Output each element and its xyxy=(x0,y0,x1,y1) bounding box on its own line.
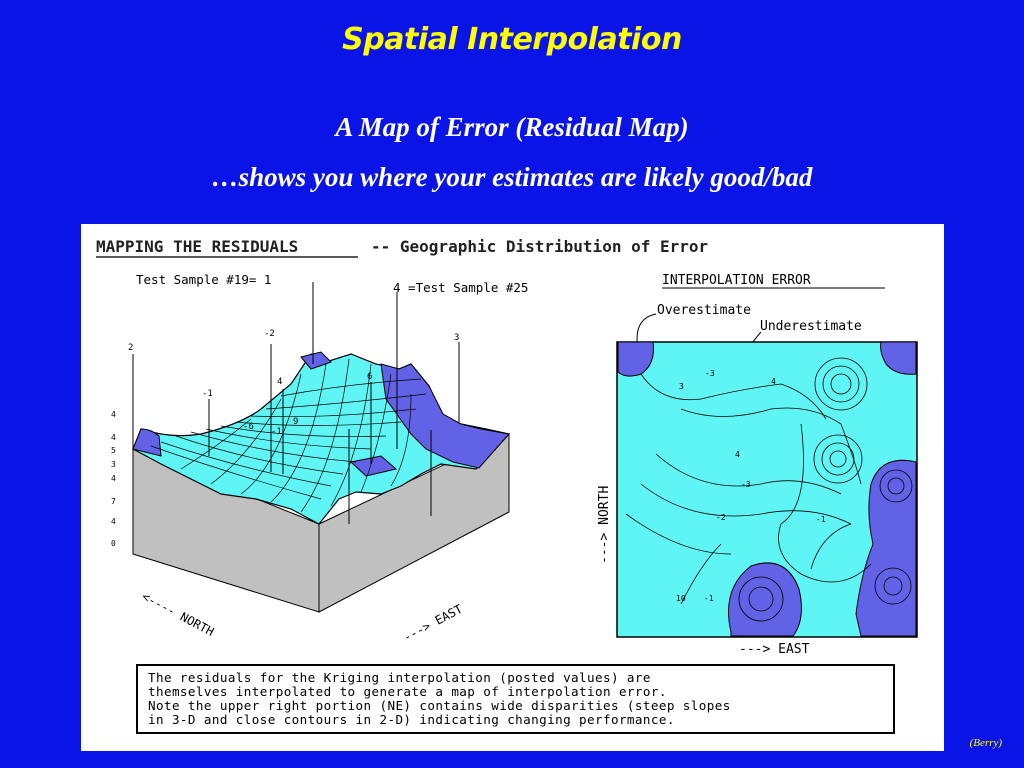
surface-label: -1 xyxy=(271,427,282,437)
caption-line: Note the upper right portion (NE) contains wide disparities (steep slopes xyxy=(148,698,731,713)
slide-subtitle-1: A Map of Error (Residual Map) xyxy=(335,112,689,142)
side-tick: 4 xyxy=(111,474,116,483)
slide-title: Spatial Interpolation xyxy=(342,22,682,57)
surface-east-axis: ---> EAST xyxy=(400,601,465,645)
surface-label: -6 xyxy=(243,422,254,432)
sample-25-label: 4 =Test Sample #25 xyxy=(393,280,529,295)
surface-3d xyxy=(111,272,528,645)
contour-map xyxy=(597,273,917,657)
map-north-axis: ---> NORTH xyxy=(597,485,612,564)
contour-label: -1 xyxy=(704,594,714,603)
side-tick: 4 xyxy=(111,433,116,442)
surface-north-axis: <---- NORTH xyxy=(139,589,217,639)
side-tick: 4 xyxy=(111,410,116,419)
surface-label: -2 xyxy=(264,329,275,339)
surface-label: 9 xyxy=(293,417,299,427)
side-tick: 3 xyxy=(111,460,116,469)
sample-19-label: Test Sample #19= 1 xyxy=(136,272,272,287)
figure-heading-rest: -- Geographic Distribution of Error xyxy=(371,237,709,256)
contour-label: 4 xyxy=(735,450,740,459)
contour-label: -2 xyxy=(716,513,726,522)
contour-label: 10 xyxy=(676,594,686,603)
caption-line: in 3-D and close contours in 2-D) indicating changing performance. xyxy=(148,712,675,727)
contour-label: 3 xyxy=(679,382,684,391)
caption-line: themselves interpolated to generate a map of interpolation error. xyxy=(148,684,667,699)
caption-box xyxy=(136,664,895,734)
surface-label: 4 xyxy=(277,377,283,387)
surface-label: -1 xyxy=(202,389,213,399)
surface-label: 6 xyxy=(367,372,373,382)
slide-subtitle-2: …shows you where your estimates are likely good/bad xyxy=(211,162,813,192)
contour-label: 4 xyxy=(771,377,776,386)
caption-line: The residuals for the Kriging interpolation (posted values) are xyxy=(148,670,651,685)
surface-label: 3 xyxy=(454,333,460,343)
side-tick: 5 xyxy=(111,446,116,455)
side-tick: 0 xyxy=(111,539,116,548)
contour-label: -1 xyxy=(816,515,826,524)
overestimate-label: Overestimate xyxy=(657,303,751,318)
contour-label: -3 xyxy=(741,480,751,489)
side-tick: 4 xyxy=(111,517,116,526)
contour-label: -3 xyxy=(705,369,715,378)
map-title: INTERPOLATION ERROR xyxy=(662,273,811,288)
figure-heading: MAPPING THE RESIDUALS xyxy=(96,237,299,256)
map-east-axis: ---> EAST xyxy=(739,642,810,657)
side-tick: 7 xyxy=(111,497,116,506)
credit-text: (Berry) xyxy=(969,737,1002,749)
underestimate-label: Underestimate xyxy=(760,319,862,334)
residual-map-figure xyxy=(81,224,944,751)
surface-label: 2 xyxy=(128,343,134,353)
